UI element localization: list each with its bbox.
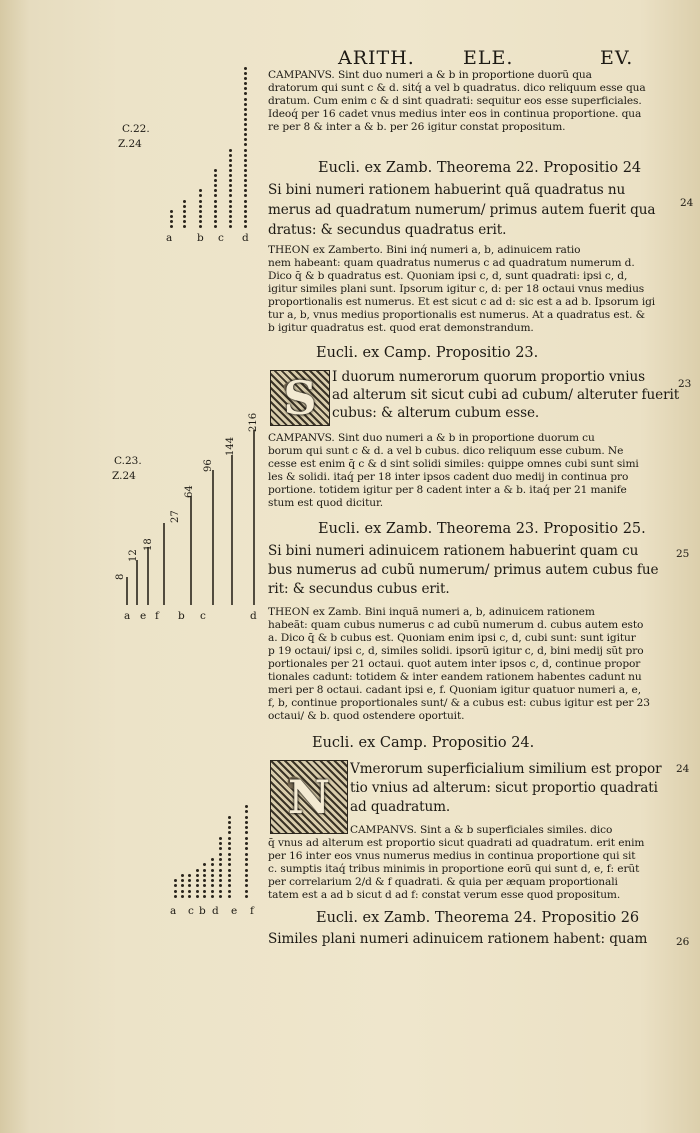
text-line: octaui/ & b. quod ostendere oportuit. (268, 710, 465, 722)
text-line: a. Dico q̄ & b cubus est. Quoniam enim ipsi c, d, cubi sunt: sunt igitur (268, 632, 636, 644)
initial-letter: N (287, 770, 331, 824)
text-line: portione. totidem igitur per 8 cadent inter a & b. itaq́ per 21 manife (268, 484, 627, 496)
figure-label: e (231, 905, 238, 917)
text-line: bus numerus ad cubũ numerum/ primus autem cubus fue (268, 563, 659, 578)
dot (181, 895, 184, 898)
text-line: proportionalis est numerus. Et est sicut c ad d: sic est a ad b. Ipsorum igi (268, 296, 656, 308)
text-line: rit: & secundus cubus erit. (268, 582, 450, 597)
section-heading: Eucli. ex Zamb. Theorema 24. Propositio 26 (316, 910, 640, 926)
dot (188, 890, 191, 893)
text-line: ad alterum sit sicut cubi ad cubum/ alteruter fuerit (332, 388, 680, 403)
segment-value: 18 (143, 538, 154, 551)
dot (203, 890, 206, 893)
dot (245, 858, 248, 861)
figure-label: f (155, 610, 159, 622)
text-line: THEON ex Zamb. Bini inquã numeri a, b, adinuicem rationem (268, 606, 595, 618)
dot (228, 837, 231, 840)
text-line: q̄ vnus ad alterum est proportio sicut quadrati ad quadratum. erit enim (268, 837, 645, 849)
dot (228, 895, 231, 898)
text-line: portionales per 21 octaui. quot autem inter ipsos c, d, continue propor (268, 658, 641, 670)
text-line: tur a, b, vnus medius proportionalis est numerus. At a quadratus est. & (268, 309, 645, 321)
dot (203, 869, 206, 872)
dot (211, 874, 214, 877)
figure-label: b (197, 232, 204, 244)
figure-label: d (212, 905, 219, 917)
figure-label: a (170, 905, 177, 917)
text-line: CAMPANVS. Sint duo numeri a & b in proportione duorum cu (268, 432, 595, 444)
text-line: dratorum qui sunt c & d. sitq́ a vel b quadratus. dico reliquum esse qua (268, 82, 646, 94)
segment-value: 144 (225, 436, 236, 456)
dot (228, 890, 231, 893)
dot (181, 890, 184, 893)
text-line: dratum. Cum enim c & d sint quadrati: sequitur eos esse superficiales. (268, 95, 642, 107)
dot (219, 837, 222, 840)
dot (228, 816, 231, 819)
segment-value: 8 (115, 573, 126, 580)
figure-label: c (188, 905, 194, 917)
dot (188, 895, 191, 898)
dot (219, 890, 222, 893)
section-heading: Eucli. ex Zamb. Theorema 22. Propositio 24 (318, 160, 642, 176)
dot (245, 895, 248, 898)
outer-margin-numeral: 25 (676, 548, 690, 560)
text-line: dratus: & secundus quadratus erit. (268, 223, 507, 238)
dot (211, 890, 214, 893)
text-line: merus ad quadratum numerum/ primus autem fuerit qua (268, 203, 656, 218)
segment-value: 216 (248, 412, 259, 432)
text-line: Dico q̄ & b quadratus est. Quoniam ipsi c, d, sunt quadrati: ipsi c, d, (268, 270, 628, 282)
figure-label: b (178, 610, 185, 622)
dot (196, 874, 199, 877)
segment-value: 64 (184, 485, 195, 498)
text-line: I duorum numerorum quorum proportio vnius (332, 370, 645, 385)
dot (174, 895, 177, 898)
text-line: Si bini numeri adinuicem rationem habuerint quam cu (268, 544, 639, 559)
text-line: stum est quod dicitur. (268, 497, 384, 509)
margin-ref-z: Z.24 (118, 138, 142, 150)
figure-label: a (124, 610, 131, 622)
dot (228, 869, 231, 872)
text-line: CAMPANVS. Sint duo numeri a & b in proportione duorũ qua (268, 69, 592, 81)
figure-label: c (218, 232, 224, 244)
text-line: meri per 8 octaui. cadant ipsi e, f. Quoniam igitur quatuor numeri a, e, (268, 684, 641, 696)
dot (203, 895, 206, 898)
text-line: Si bini numeri rationem habuerint quã quadratus nu (268, 183, 626, 198)
text-line: nem habeant: quam quadratus numerus c ad quadratum numerum d. (268, 257, 635, 269)
text-line: cubus: & alterum cubum esse. (332, 406, 540, 421)
margin-ref-z: Z.24 (112, 470, 136, 482)
text-line: Vmerorum superficialium similium est propor (350, 762, 662, 777)
figure-label: d (250, 610, 257, 622)
dot (245, 816, 248, 819)
dot (211, 895, 214, 898)
dot (245, 837, 248, 840)
text-line: Similes plani numeri adinuicem rationem habent: quam (268, 932, 648, 947)
text-line: p 19 octaui/ ipsi c, d, similes solidi. ipsorũ igitur c, d, bini medij sũt pro (268, 645, 644, 657)
figure-label: c (200, 610, 206, 622)
section-heading: Eucli. ex Camp. Propositio 23. (316, 345, 539, 361)
dot (245, 821, 248, 824)
text-line: tatem est a ad b sicut d ad f: constat verum esse quod propositum. (268, 889, 621, 901)
dot (174, 890, 177, 893)
segment-value: 96 (203, 459, 214, 472)
text-line: c. sumptis itaq́ tribus minimis in proportione eorũ qui sunt d, e, f: erũt (268, 863, 640, 875)
text-line: per 16 inter eos vnus numerus medius in continua proportione qui sit (268, 850, 636, 862)
decorated-initial-n (270, 760, 348, 834)
dot (196, 869, 199, 872)
outer-margin-numeral: 24 (676, 763, 690, 775)
text-line: borum qui sunt c & d. a vel b cubus. dico reliquum esse cubum. Ne (268, 445, 624, 457)
figure-label: e (140, 610, 147, 622)
dot (219, 874, 222, 877)
text-line: tionales cadunt: totidem & inter eandem rationem habentes cadunt nu (268, 671, 642, 683)
dot (228, 821, 231, 824)
margin-ref-c: C.22. (122, 123, 150, 135)
dot (245, 890, 248, 893)
running-head-mid: ELE. (463, 47, 514, 69)
text-line: les & solidi. itaq́ per 18 inter ipsos cadent duo medij in continua pro (268, 471, 629, 483)
segment-value: 27 (170, 510, 181, 523)
dot (219, 842, 222, 845)
dot (196, 895, 199, 898)
outer-margin-numeral: 23 (678, 378, 692, 390)
figure-label: d (242, 232, 249, 244)
text-line: per correlarium 2/d & f quadrati. & quia per æquam proportionali (268, 876, 618, 888)
outer-margin-numeral: 26 (676, 936, 690, 948)
text-line: habeãt: quam cubus numerus c ad cubũ numerum d. cubus autem esto (268, 619, 644, 631)
dot (211, 869, 214, 872)
dot (245, 869, 248, 872)
dot (245, 853, 248, 856)
text-line: tio vnius ad alterum: sicut proportio quadrati (350, 781, 658, 796)
dot (245, 842, 248, 845)
dot (196, 890, 199, 893)
segment-value: 12 (128, 549, 139, 562)
initial-letter: S (283, 371, 317, 425)
text-line: igitur similes plani sunt. Ipsorum igitur c, d: per 18 octaui vnus medius (268, 283, 645, 295)
decorated-initial-s (270, 370, 330, 426)
running-head-left: ARITH. (338, 47, 415, 69)
text-line: b igitur quadratus est. quod erat demonstrandum. (268, 322, 534, 334)
dot (245, 805, 248, 808)
section-heading: Eucli. ex Camp. Propositio 24. (312, 735, 535, 751)
dot (219, 853, 222, 856)
dot (219, 895, 222, 898)
text-line: cesse est enim q̄ c & d sint solidi similes: quippe omnes cubi sunt simi (268, 458, 639, 470)
dot (228, 858, 231, 861)
outer-margin-numeral: 24 (680, 197, 694, 209)
dot (219, 858, 222, 861)
text-line: ad quadratum. (350, 800, 451, 815)
dot (219, 869, 222, 872)
margin-ref-c: C.23. (114, 455, 142, 467)
figure-label: b (199, 905, 206, 917)
dot (181, 874, 184, 877)
text-line: Ideoq́ per 16 cadet vnus medius inter eos in continua proportione. qua (268, 108, 642, 120)
dot (203, 874, 206, 877)
text-line: THEON ex Zamberto. Bini inq́ numeri a, b, adinuicem ratio (268, 244, 581, 256)
text-line: f, b, continue proportionales sunt/ & a cubus est: cubus igitur est per 23 (268, 697, 650, 709)
text-line: CAMPANVS. Sint a & b superficiales similes. dico (350, 824, 613, 836)
dot (188, 874, 191, 877)
dot (228, 842, 231, 845)
dot (245, 874, 248, 877)
section-heading: Eucli. ex Zamb. Theorema 23. Propositio 25. (318, 521, 646, 537)
running-head-right: EV. (600, 47, 634, 69)
figure-label: a (166, 232, 173, 244)
dot (228, 853, 231, 856)
dot (228, 874, 231, 877)
text-line: re per 8 & inter a & b. per 26 igitur constat propositum. (268, 121, 566, 133)
figure-label: f (250, 905, 254, 917)
dot (211, 858, 214, 861)
